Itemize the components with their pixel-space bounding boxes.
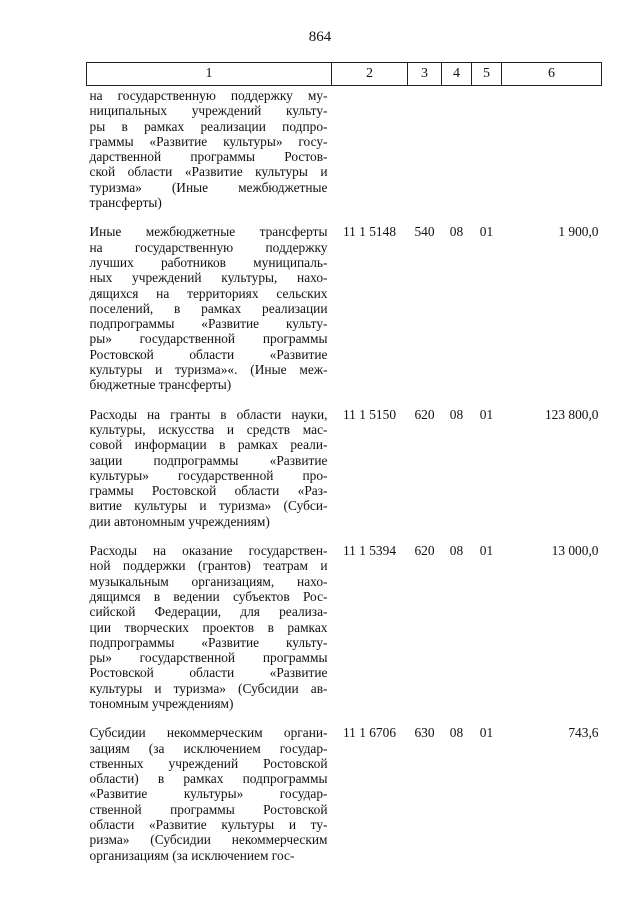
expense-type-code: 620 bbox=[414, 406, 435, 422]
description-line: ры» государственной программы bbox=[89, 331, 328, 347]
description-line: на государственную поддержку bbox=[89, 239, 328, 255]
amount-value: 13 000,0 bbox=[551, 543, 599, 559]
section-code bbox=[442, 86, 472, 211]
expense-type-code bbox=[408, 86, 442, 211]
description-line: области) в рамках подпрограммы bbox=[89, 771, 328, 787]
description-line: ной поддержки (грантов) театрам и bbox=[89, 558, 328, 574]
description-line: совой информации в рамках реали- bbox=[89, 437, 328, 453]
description-line: лучших работников муниципаль- bbox=[89, 254, 328, 270]
row-description bbox=[87, 711, 332, 863]
description-line: Расходы на оказание государствен- bbox=[89, 543, 328, 559]
description-line: ры в рамках реализации подпро- bbox=[89, 118, 328, 134]
expense-type-code: 540 bbox=[414, 224, 435, 240]
description-line: Расходы на гранты в области науки, bbox=[89, 406, 328, 422]
column-header-1: 1 bbox=[87, 63, 332, 86]
description-line: музыкальным организациям, нахо- bbox=[89, 573, 328, 589]
section-code: 08 bbox=[449, 543, 464, 559]
description-line: граммы «Развитие культуры» госу- bbox=[89, 133, 328, 149]
target-article-code bbox=[332, 86, 408, 211]
description-line: культуры и туризма»«. (Иные меж- bbox=[89, 362, 328, 378]
section-code: 08 bbox=[449, 725, 464, 741]
column-header-5: 5 bbox=[472, 63, 502, 86]
description-line: дии автономным учреждениям) bbox=[89, 513, 270, 529]
row-description bbox=[87, 529, 332, 711]
column-header-6: 6 bbox=[502, 63, 602, 86]
description-line: граммы Ростовской области «Раз- bbox=[89, 483, 328, 499]
description-line: «Развитие культуры» государ- bbox=[89, 786, 328, 802]
section-code: 08 bbox=[449, 224, 464, 240]
description-line: культуры и туризма» (Субсидии ав- bbox=[89, 680, 328, 696]
page-number: 864 bbox=[308, 29, 332, 45]
target-article-code: 11 1 5394 bbox=[342, 543, 397, 559]
description-line: дарственной программы Ростов- bbox=[89, 149, 328, 165]
budget-table bbox=[86, 62, 602, 863]
amount-value: 1 900,0 bbox=[558, 224, 599, 240]
description-line: ниципальных учреждений культу- bbox=[89, 103, 328, 119]
description-line: на государственную поддержку му- bbox=[89, 88, 328, 103]
description-line: тономным учреждениям) bbox=[89, 695, 234, 711]
expense-type-code: 630 bbox=[414, 725, 435, 741]
subsection-code: 01 bbox=[479, 725, 494, 741]
amount-value: 123 800,0 bbox=[544, 406, 599, 422]
subsection-code: 01 bbox=[479, 224, 494, 240]
table-row bbox=[87, 86, 602, 211]
description-line: ции творческих проектов в рамках bbox=[89, 619, 328, 635]
row-description bbox=[87, 393, 332, 529]
subsection-code: 01 bbox=[479, 406, 494, 422]
description-line: подпрограммы «Развитие культу- bbox=[89, 316, 328, 332]
description-line: ственных учреждений Ростовской bbox=[89, 755, 328, 771]
description-line: ных учреждений культуры, нахо- bbox=[89, 270, 328, 286]
amount-value: 743,6 bbox=[568, 725, 599, 741]
section-code: 08 bbox=[449, 406, 464, 422]
row-description bbox=[87, 210, 332, 392]
target-article-code: 11 1 6706 bbox=[342, 725, 397, 741]
amount-value bbox=[502, 86, 602, 211]
column-header-4: 4 bbox=[442, 63, 472, 86]
table-row bbox=[87, 711, 602, 863]
description-line: ризма» (Субсидии некоммерческим bbox=[89, 832, 328, 848]
description-line: подпрограммы «Развитие культу- bbox=[89, 634, 328, 650]
description-line: поселений, в рамках реализации bbox=[89, 300, 328, 316]
target-article-code: 11 1 5150 bbox=[342, 406, 397, 422]
subsection-code bbox=[472, 86, 502, 211]
description-line: сийской Федерации, для реализа- bbox=[89, 604, 328, 620]
description-line: ственной программы Ростовской bbox=[89, 801, 328, 817]
description-line: витие культуры и туризма» (Субси- bbox=[89, 498, 328, 514]
description-line: ской области «Развитие культуры и bbox=[89, 164, 328, 180]
description-line: Иные межбюджетные трансферты bbox=[89, 224, 328, 240]
description-line: трансферты) bbox=[89, 195, 162, 211]
table-row bbox=[87, 210, 602, 392]
description-line: ры» государственной программы bbox=[89, 650, 328, 666]
description-line: области «Развитие культуры и ту- bbox=[89, 817, 328, 833]
description-line: культуры» государственной про- bbox=[89, 467, 328, 483]
description-line: культуры, искусства и средств мас- bbox=[89, 421, 328, 437]
subsection-code: 01 bbox=[479, 543, 494, 559]
expense-type-code: 620 bbox=[414, 543, 435, 559]
description-line: организациям (за исключением гос- bbox=[89, 847, 295, 863]
description-line: зации подпрограммы «Развитие bbox=[89, 452, 328, 468]
description-line: туризма» (Иные межбюджетные bbox=[89, 179, 328, 195]
table-row bbox=[87, 529, 602, 711]
table-body bbox=[87, 86, 602, 863]
column-header-2: 2 bbox=[332, 63, 408, 86]
description-line: бюджетные трансферты) bbox=[89, 377, 232, 393]
target-article-code: 11 1 5148 bbox=[342, 224, 397, 240]
column-header-3: 3 bbox=[408, 63, 442, 86]
table-header bbox=[87, 63, 602, 86]
description-line: Ростовской области «Развитие bbox=[89, 665, 328, 681]
description-line: Субсидии некоммерческим органи- bbox=[89, 725, 328, 741]
description-line: дящимся в ведении субъектов Рос- bbox=[89, 588, 328, 604]
table-row bbox=[87, 393, 602, 529]
description-line: дящихся на территориях сельских bbox=[89, 285, 328, 301]
description-line: Ростовской области «Развитие bbox=[89, 346, 328, 362]
row-description bbox=[87, 86, 332, 211]
description-line: зациям (за исключением государ- bbox=[89, 740, 328, 756]
